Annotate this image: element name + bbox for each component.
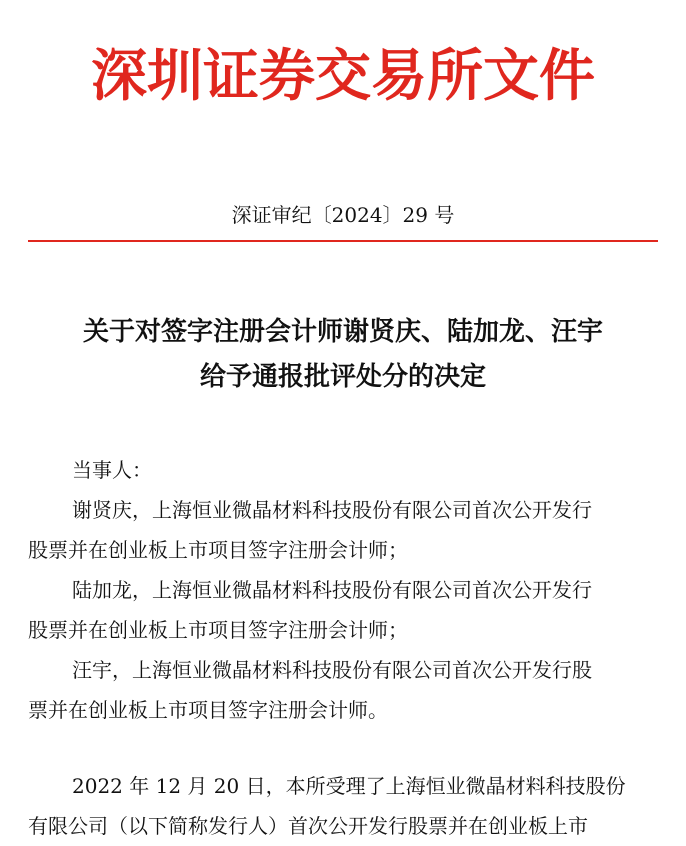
body-line-party-2-cont: 股票并在创业板上市项目签字注册会计师； [28, 618, 408, 642]
body-line-party-1: 谢贤庆，上海恒业微晶材料科技股份有限公司首次公开发行 [72, 498, 592, 522]
body-line-party-1-cont: 股票并在创业板上市项目签字注册会计师； [28, 538, 408, 562]
document-title-line-2: 给予通报批评处分的决定 [199, 362, 486, 392]
header-divider [28, 240, 658, 242]
body-line-party-2: 陆加龙，上海恒业微晶材料科技股份有限公司首次公开发行 [72, 578, 592, 602]
document-number: 深证审纪〔2024〕29 号 [231, 203, 455, 227]
body-line-parties-heading: 当事人： [72, 458, 152, 482]
body-line-party-3: 汪宇，上海恒业微晶材料科技股份有限公司首次公开发行股 [72, 658, 592, 682]
body-line-party-3-cont: 票并在创业板上市项目签字注册会计师。 [28, 698, 388, 722]
document-title [20, 310, 666, 400]
body-line-paragraph-1-cont: 有限公司（以下简称发行人）首次公开发行股票并在创业板上市 [28, 814, 588, 838]
document-title-line-1: 关于对签字注册会计师谢贤庆、陆加龙、汪宇 [82, 317, 603, 347]
paragraph-gap [28, 730, 658, 766]
document-masthead: 深圳证券交易所文件 [91, 43, 595, 109]
body-line-paragraph-1: 2022 年 12 月 20 日，本所受理了上海恒业微晶材料科技股份 [72, 774, 626, 798]
document-body [28, 450, 658, 846]
